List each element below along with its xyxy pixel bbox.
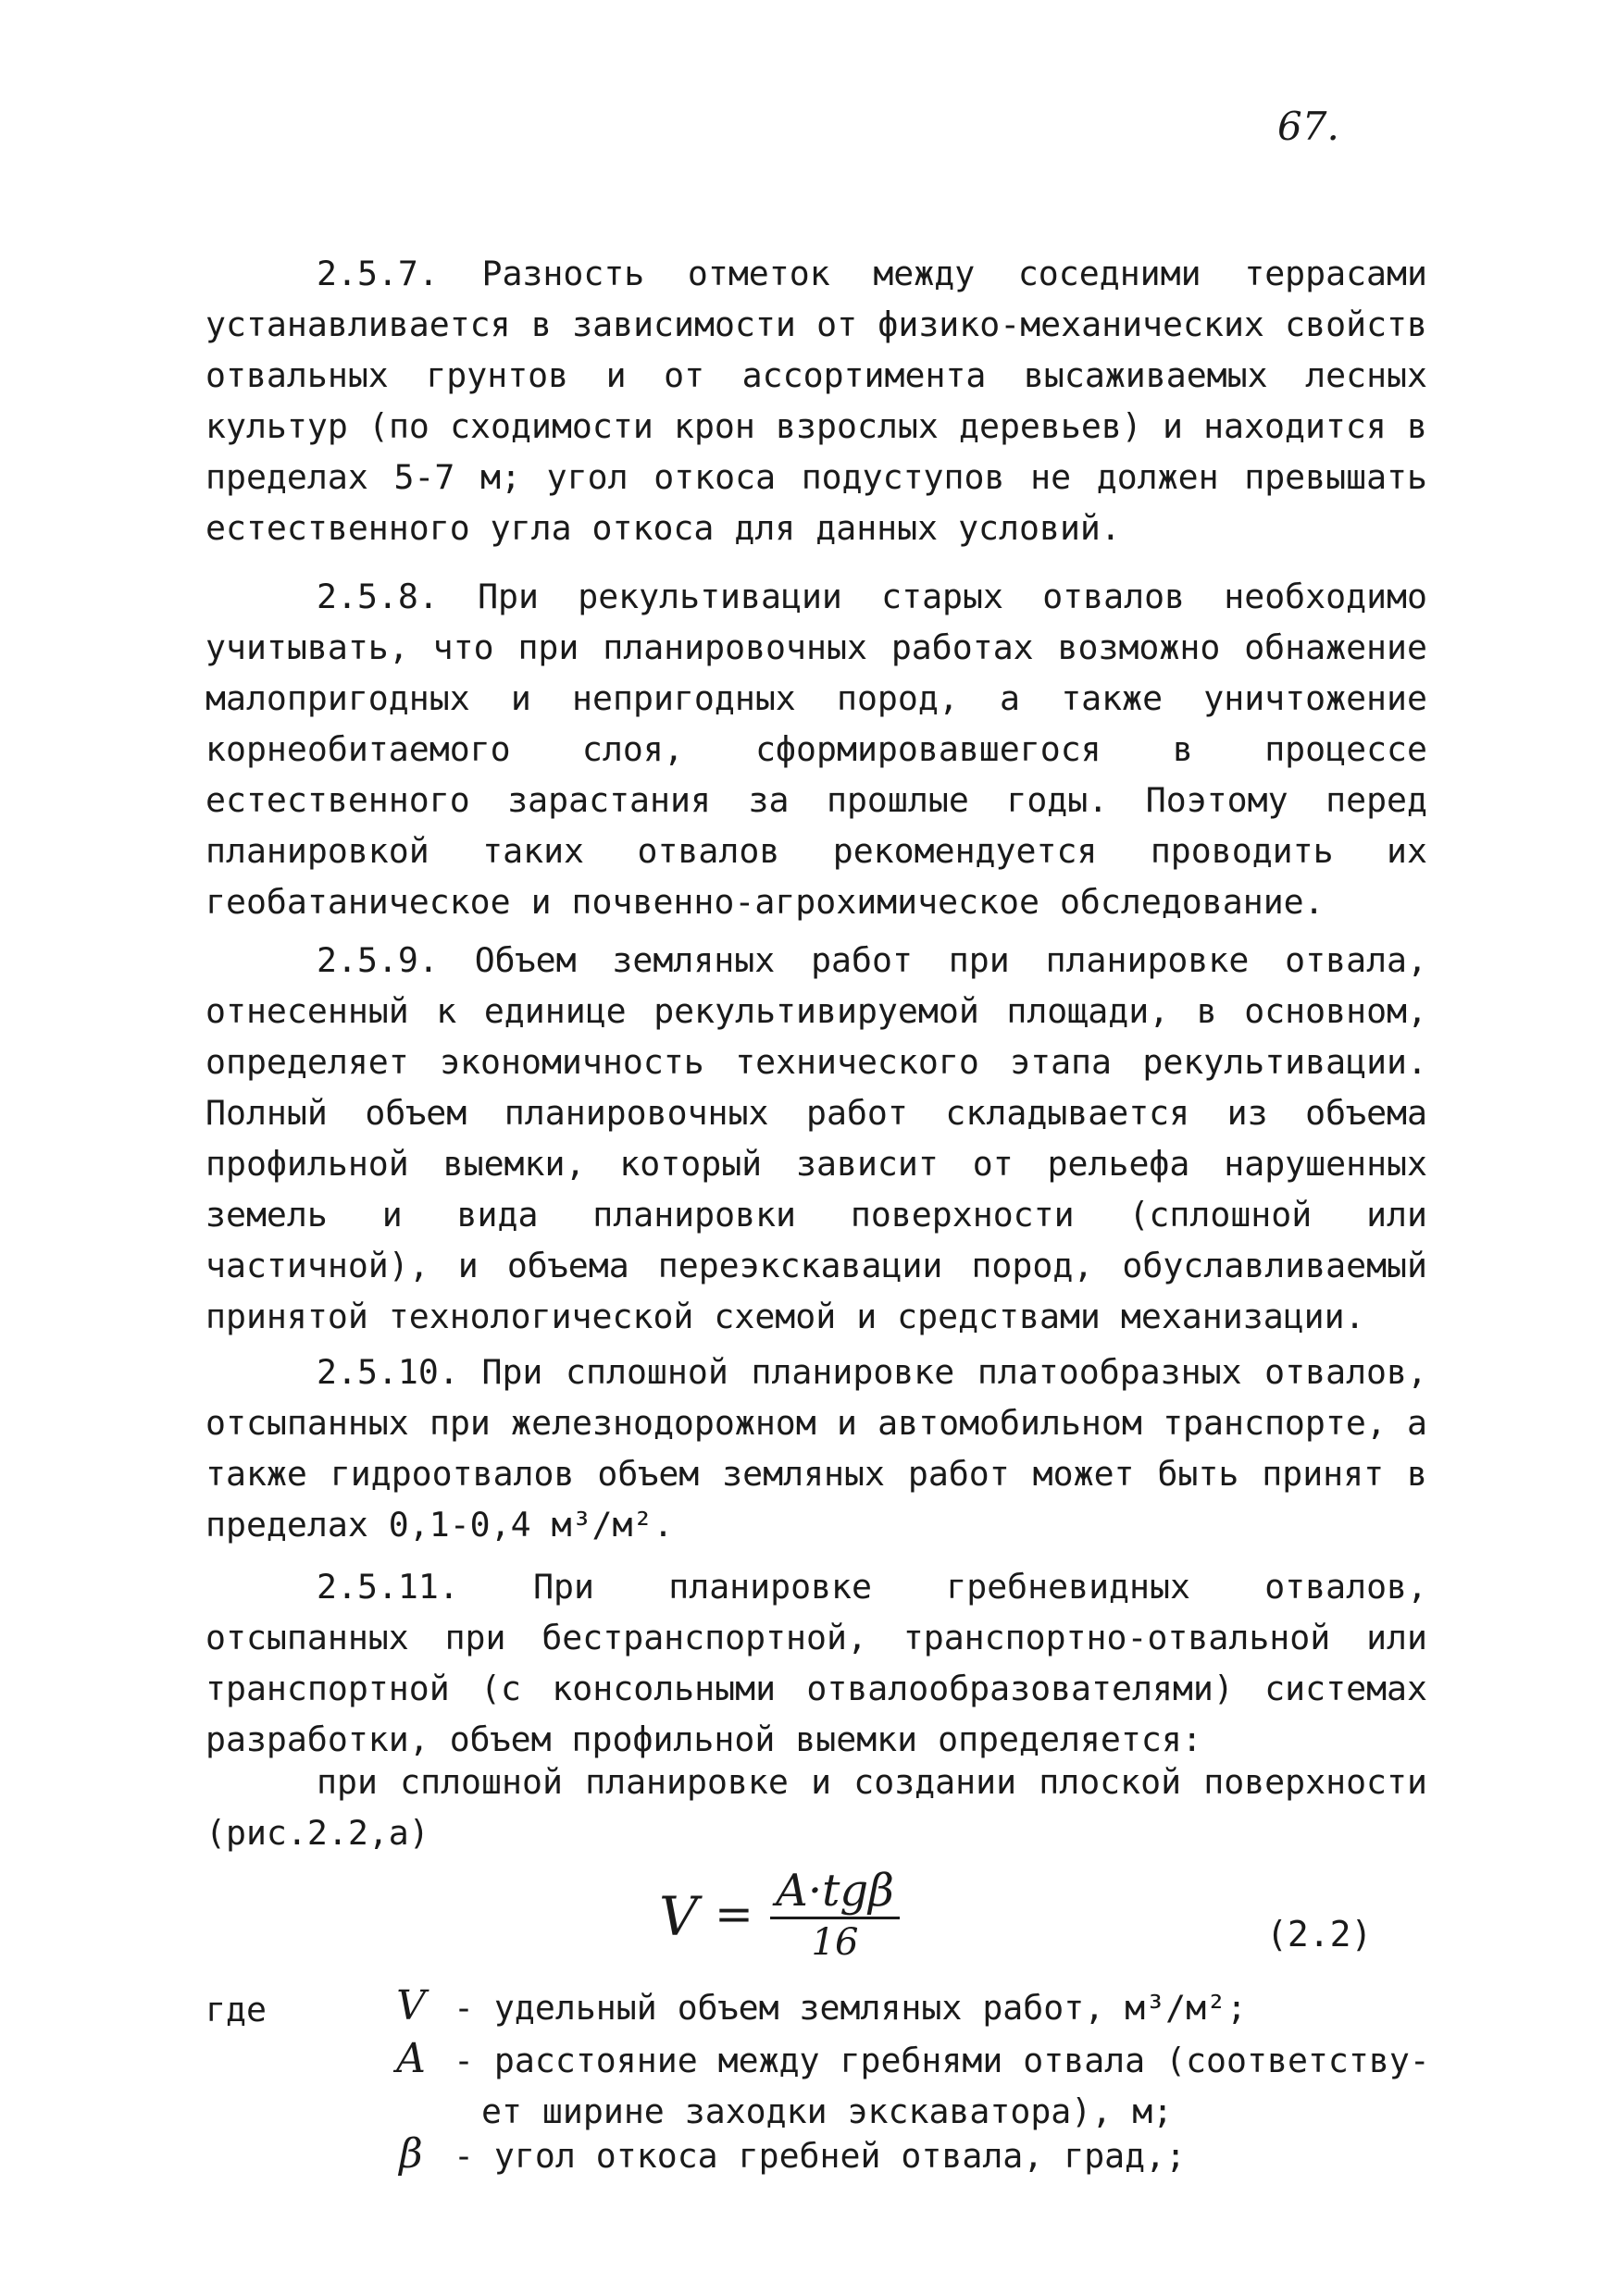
formula-number: (2.2): [1266, 1914, 1373, 1955]
formula-lhs: V: [659, 1885, 698, 1948]
legend-text-continuation: ет ширине заходки экскаватора), м;: [481, 2091, 1174, 2131]
where-label: где: [205, 1990, 267, 2029]
legend-text: - удельный объем земляных работ, м³/м²;: [453, 1988, 1248, 2028]
formula-numerator: A·tgβ: [770, 1865, 900, 1919]
page-number: 67.: [1277, 104, 1339, 149]
legend-text: - угол откоса гребней отвала, град,;: [453, 2136, 1187, 2176]
paragraph-2-5-10: 2.5.10. При сплошной планировке платообразных отвалов, отсыпанных при железнодорожном и автомобильном транспорте, а также гидроотвалов объем земляных работ может быть принят в пределах 0,1-0,4 м³/м².: [205, 1352, 1427, 1545]
legend-item-a: [389, 2033, 1453, 2137]
formula-denominator: 16: [811, 1921, 859, 1964]
legend-item-v: [389, 1980, 1453, 2033]
paragraph-2-5-8: 2.5.8. При рекультивации старых отвалов необходимо учитывать, что при планировочных работах возможно обнажение малопригодных и непригодных пород, а также уничтожение корнеобитаемого слоя, сформировавшегося в процессе естественного зарастания за прошлые годы. Поэтому перед планировкой таких отвалов рекомендуется проводить их геобатаническое и почвенно-агрохимическое обследование.: [205, 577, 1427, 922]
formula-equals: =: [715, 1887, 753, 1941]
formula-fraction: [770, 1865, 900, 1966]
paragraph-formula-intro: при сплошной планировке и создании плоской поверхности (рис.2.2,а): [205, 1762, 1427, 1853]
paragraph-2-5-11: 2.5.11. При планировке гребневидных отвалов, отсыпанных при бестранспортной, транспортно-отвальной или транспортной (с консольными отвалообразователями) системах разработки, объем профильной выемки определяется:: [205, 1567, 1427, 1759]
legend-symbol: A: [396, 2035, 426, 2082]
paragraph-2-5-9: 2.5.9. Объем земляных работ при планировке отвала, отнесенный к единице рекультивируемой площади, в основном, определяет экономичность технического этапа рекультивации. Полный объем планировочных работ складывается из объема профильной выемки, который зависит от рельефа нарушенных земель и вида планировки поверхности (сплошной или частичной), и объема переэкскавации пород, обуславливаемый принятой технологической схемой и средствами механизации.: [205, 940, 1427, 1336]
legend-symbol: β: [399, 2130, 423, 2178]
legend-symbol: V: [396, 1982, 426, 2029]
legend-item-beta: [389, 2128, 1453, 2181]
legend-text: - расстояние между гребнями отвала (соответству-: [453, 2041, 1430, 2080]
paragraph-2-5-7: 2.5.7. Разность отметок между соседними террасами устанавливается в зависимости от физико-механических свойств отвальных грунтов и от ассортимента высаживаемых лесных культур (по сходимости крон взрослых деревьев) и находится в пределах 5-7 м; угол откоса подуступов не должен превышать естественного угла откоса для данных условий.: [205, 254, 1427, 548]
